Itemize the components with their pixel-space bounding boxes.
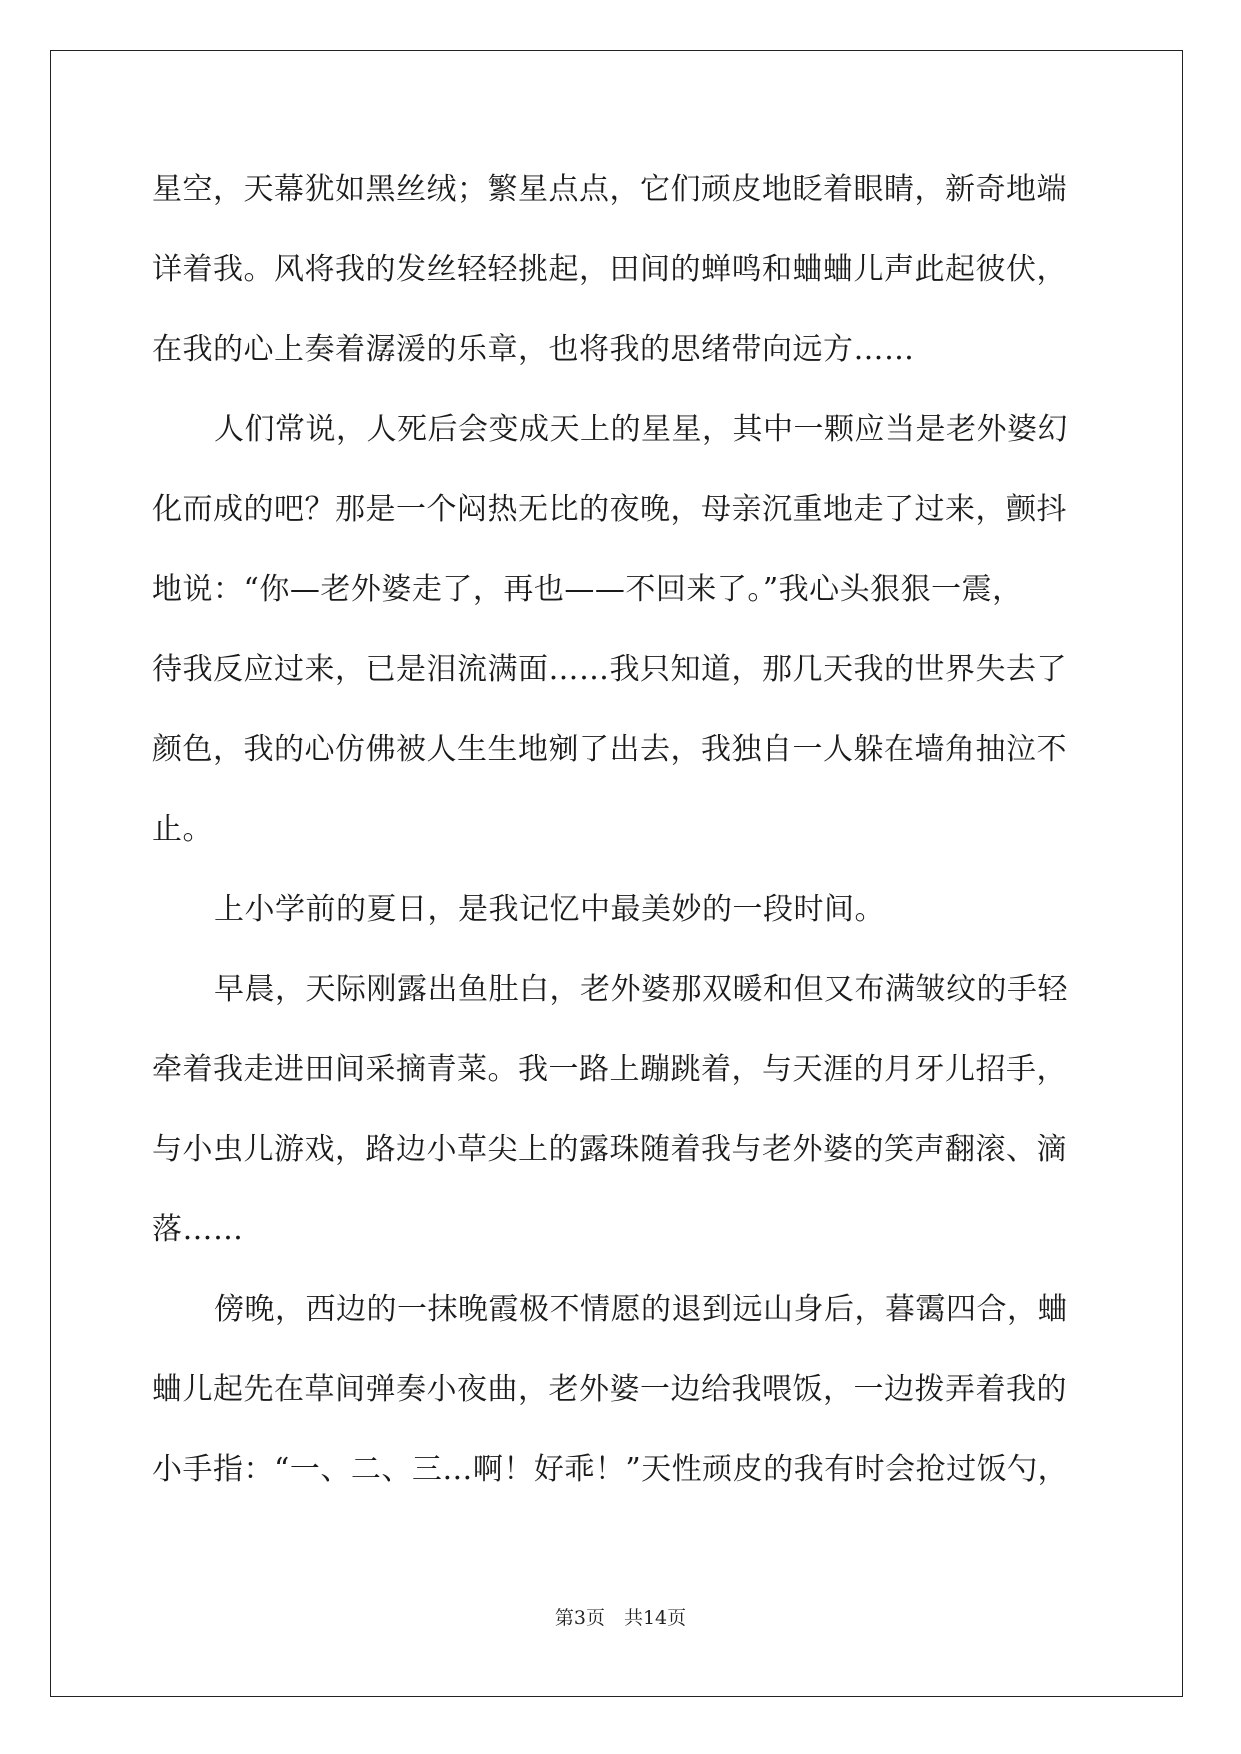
- text-line: 牵着我走进田间采摘青菜。我一路上蹦跳着，与天涯的月牙儿招手，: [152, 1052, 1067, 1087]
- text-line: 待我反应过来，已是泪流满面……我只知道，那几天我的世界失去了: [152, 652, 1067, 687]
- text-line: 落……: [152, 1212, 244, 1247]
- text-line: 详着我。风将我的发丝轻轻挑起，田间的蝉鸣和蛐蛐儿声此起彼伏，: [152, 252, 1067, 287]
- paragraph-first-line: 人们常说，人死后会变成天上的星星，其中一颗应当是老外婆幻: [214, 412, 1068, 447]
- text-line: 化而成的吧？那是一个闷热无比的夜晚，母亲沉重地走了过来，颤抖: [152, 492, 1067, 527]
- paragraph-first-line: 傍晚，西边的一抹晚霞极不情愿的退到远山身后，暮霭四合，蛐: [214, 1292, 1068, 1327]
- page-number-footer: 第3页 共14页: [554, 1607, 687, 1629]
- text-line: 地说：“你—老外婆走了，再也——不回来了。”我心头狠狠一震，: [152, 572, 1023, 607]
- text-line: 在我的心上奏着潺湲的乐章，也将我的思绪带向远方……: [152, 332, 915, 367]
- document-body: [152, 150, 1102, 1510]
- paragraph-first-line: 上小学前的夏日，是我记忆中最美妙的一段时间。: [214, 892, 885, 927]
- text-line: 小手指：“一、二、三…啊！好乖！”天性顽皮的我有时会抢过饭勺，: [152, 1452, 1069, 1487]
- paragraph-first-line: 早晨，天际刚露出鱼肚白，老外婆那双暖和但又布满皱纹的手轻: [214, 972, 1068, 1007]
- text-line: 蛐儿起先在草间弹奏小夜曲，老外婆一边给我喂饭，一边拨弄着我的: [152, 1372, 1067, 1407]
- text-line: 颜色，我的心仿佛被人生生地剜了出去，我独自一人躲在墙角抽泣不: [152, 732, 1067, 767]
- text-line: 与小虫儿游戏，路边小草尖上的露珠随着我与老外婆的笑声翻滚、滴: [152, 1132, 1067, 1167]
- text-line: 星空，天幕犹如黑丝绒；繁星点点，它们顽皮地眨着眼睛，新奇地端: [152, 172, 1067, 207]
- text-line: 止。: [152, 812, 213, 847]
